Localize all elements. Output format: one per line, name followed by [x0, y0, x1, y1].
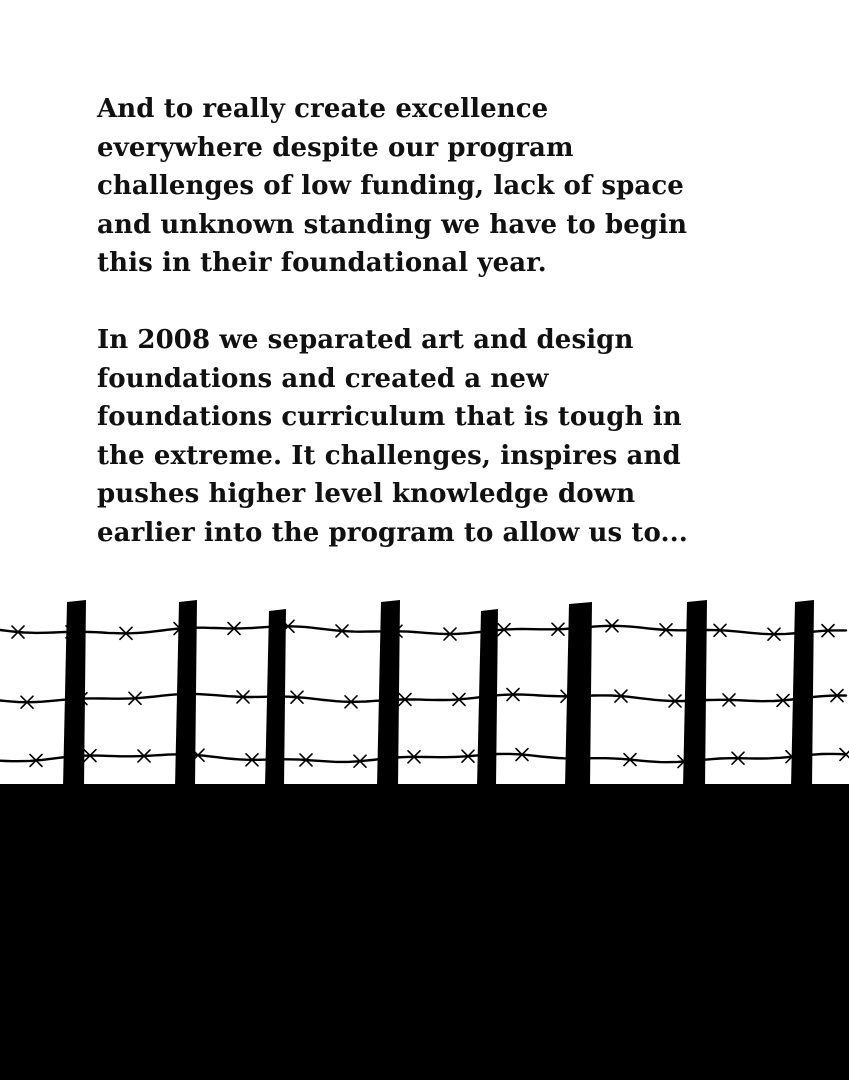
paragraph-2: In 2008 we separated art and design foundations and created a new foundations curriculum that is tough in the extreme. It challenges, inspires and pushes higher level knowledge down earlier into the program to allow us to...	[97, 324, 688, 548]
ground-silhouette	[0, 784, 849, 1080]
fence-post	[63, 600, 86, 787]
fence-post	[565, 602, 592, 787]
fence-post	[265, 609, 286, 787]
slide-text	[97, 90, 797, 553]
fence-post	[683, 600, 707, 787]
wire-strand	[0, 754, 846, 762]
wire-strand	[0, 694, 846, 702]
paragraph-1: And to really create excellence everywhere despite our program challenges of low funding, lack of space and unknown standing we have to begin this in their foundational year.	[97, 94, 688, 279]
barbed-wire-fence-icon	[0, 552, 849, 787]
fence-post	[477, 609, 498, 787]
fence-post	[377, 600, 400, 787]
fence-post	[791, 600, 814, 787]
